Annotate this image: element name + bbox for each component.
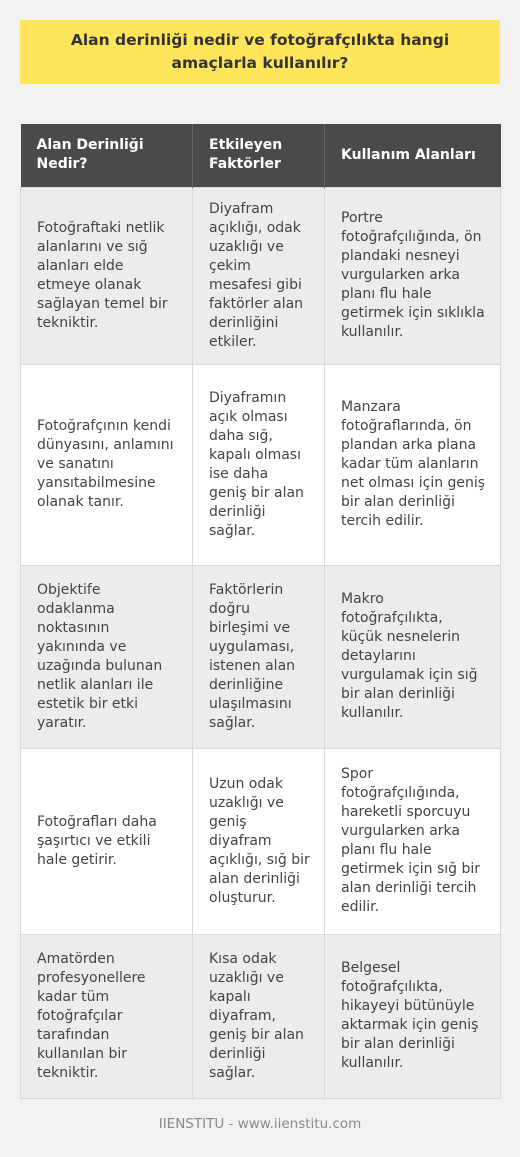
table-row (21, 187, 501, 364)
table-row (21, 364, 501, 565)
table-cell: Fotoğrafları daha şaşırtıcı ve etkili hale getirir. (21, 748, 193, 934)
column-header-definition: Alan Derinliği Nedir? (21, 124, 193, 187)
title-banner (20, 20, 500, 84)
table-cell: Uzun odak uzaklığı ve geniş diyafram açıklığı, sığ bir alan derinliği oluşturur. (193, 748, 325, 934)
table-cell: Manzara fotoğraflarında, ön plandan arka plana kadar tüm alanların net olması için geniş bir alan derinliği tercih edilir. (325, 364, 501, 565)
table-cell: Fotoğrafçının kendi dünyasını, anlamını ve sanatını yansıtabilmesine olanak tanır. (21, 364, 193, 565)
column-header-factors: Etkileyen Faktörler (193, 124, 325, 187)
table-cell: Spor fotoğrafçılığında, hareketli sporcuyu vurgularken arka planı flu hale getirmek için sığ bir alan derinliği tercih edilir. (325, 748, 501, 934)
footer-credit: IIENSTITU - www.iienstitu.com (158, 1116, 362, 1132)
table-cell: Faktörlerin doğru birleşimi ve uygulaması, istenen alan derinliğine ulaşılmasını sağlar. (193, 565, 325, 748)
table-cell: Objektife odaklanma noktasının yakınında ve uzağında bulunan netlik alanları ile estetik bir etki yaratır. (21, 565, 193, 748)
page-title: Alan derinliği nedir ve fotoğrafçılıkta hangi amaçlarla kullanılır? (70, 31, 450, 72)
table-row (21, 748, 501, 934)
table-cell: Amatörden profesyonellere kadar tüm fotoğrafçılar tarafından kullanılan bir tekniktir. (21, 934, 193, 1098)
info-table (20, 124, 501, 1099)
table-header-row (21, 124, 501, 187)
table-cell: Fotoğraftaki netlik alanlarını ve sığ alanları elde etmeye olanak sağlayan temel bir tekniktir. (21, 187, 193, 364)
table-cell: Belgesel fotoğrafçılıkta, hikayeyi bütünüyle aktarmak için geniş bir alan derinliği kullanılır. (325, 934, 501, 1098)
table-cell: Kısa odak uzaklığı ve kapalı diyafram, geniş bir alan derinliği sağlar. (193, 934, 325, 1098)
table-row (21, 565, 501, 748)
table-cell: Makro fotoğrafçılıkta, küçük nesnelerin detaylarını vurgulamak için sığ bir alan derinliği kullanılır. (325, 565, 501, 748)
table-row (21, 934, 501, 1098)
column-header-usage: Kullanım Alanları (325, 124, 501, 187)
table-cell: Diyaframın açık olması daha sığ, kapalı olması ise daha geniş bir alan derinliği sağlar. (193, 364, 325, 565)
table-cell: Diyafram açıklığı, odak uzaklığı ve çekim mesafesi gibi faktörler alan derinliğini etkiler. (193, 187, 325, 364)
table-cell: Portre fotoğrafçılığında, ön plandaki nesneyi vurgularken arka planı flu hale getirmek için sıklıkla kullanılır. (325, 187, 501, 364)
